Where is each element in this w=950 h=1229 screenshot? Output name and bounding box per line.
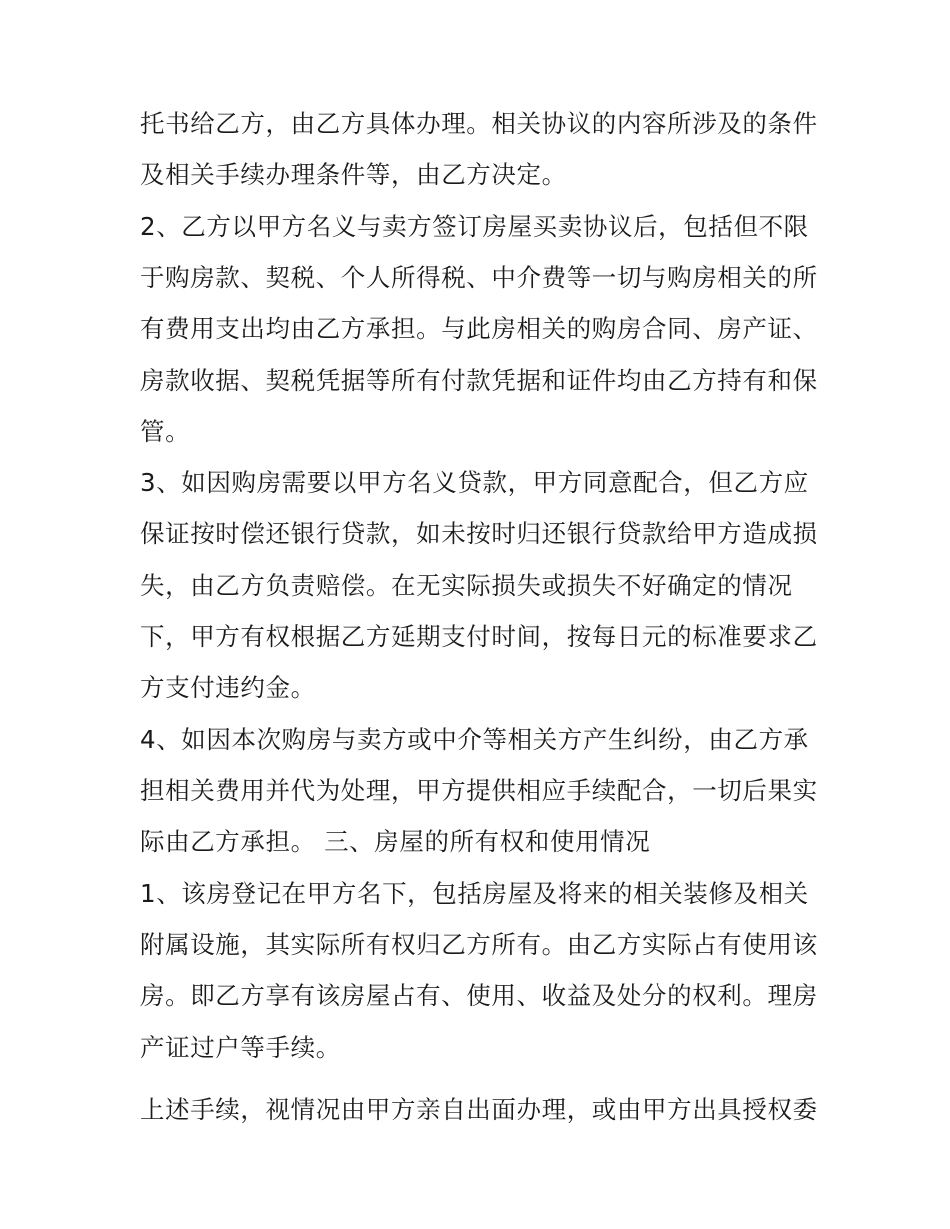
- text-line: 托书给乙方，由乙方具体办理。相关协议的内容所涉及的条件: [140, 109, 818, 138]
- text-line: 3、如因购房需要以甲方名义贷款，甲方同意配合，但乙方应: [140, 468, 809, 497]
- text-line: 管。: [140, 417, 191, 446]
- text-line: 附属设施，其实际所有权归乙方所有。由乙方实际占有使用该: [140, 930, 818, 959]
- text-line: 失，由乙方负责赔偿。在无实际损失或损失不好确定的情况: [140, 571, 793, 600]
- text-line: 4、如因本次购房与卖方或中介等相关方产生纠纷，由乙方承: [140, 725, 809, 754]
- text-line: 于购房款、契税、个人所得税、中介费等一切与购房相关的所: [140, 263, 818, 292]
- text-line: 际由乙方承担。 三、房屋的所有权和使用情况: [140, 827, 651, 856]
- text-line: 房款收据、契税凭据等所有付款凭据和证件均由乙方持有和保: [140, 366, 818, 395]
- text-line: 2、乙方以甲方名义与卖方签订房屋买卖协议后，包括但不限: [140, 212, 809, 241]
- text-line: 保证按时偿还银行贷款，如未按时归还银行贷款给甲方造成损: [140, 519, 818, 548]
- text-line: 上述手续，视情况由甲方亲自出面办理，或由甲方出具授权委: [140, 1095, 818, 1124]
- text-line: 1、该房登记在甲方名下，包括房屋及将来的相关装修及相关: [140, 879, 809, 908]
- text-line: 及相关手续办理条件等，由乙方决定。: [140, 160, 567, 189]
- text-line: 下，甲方有权根据乙方延期支付时间，按每日元的标准要求乙: [140, 622, 818, 651]
- text-line: 产证过户等手续。: [140, 1033, 341, 1062]
- text-line: 房。即乙方享有该房屋占有、使用、收益及处分的权利。理房: [140, 981, 818, 1010]
- text-line: 有费用支出均由乙方承担。与此房相关的购房合同、房产证、: [140, 314, 818, 343]
- text-line: 担相关费用并代为处理，甲方提供相应手续配合，一切后果实: [140, 776, 818, 805]
- text-line: 方支付违约金。: [140, 673, 316, 702]
